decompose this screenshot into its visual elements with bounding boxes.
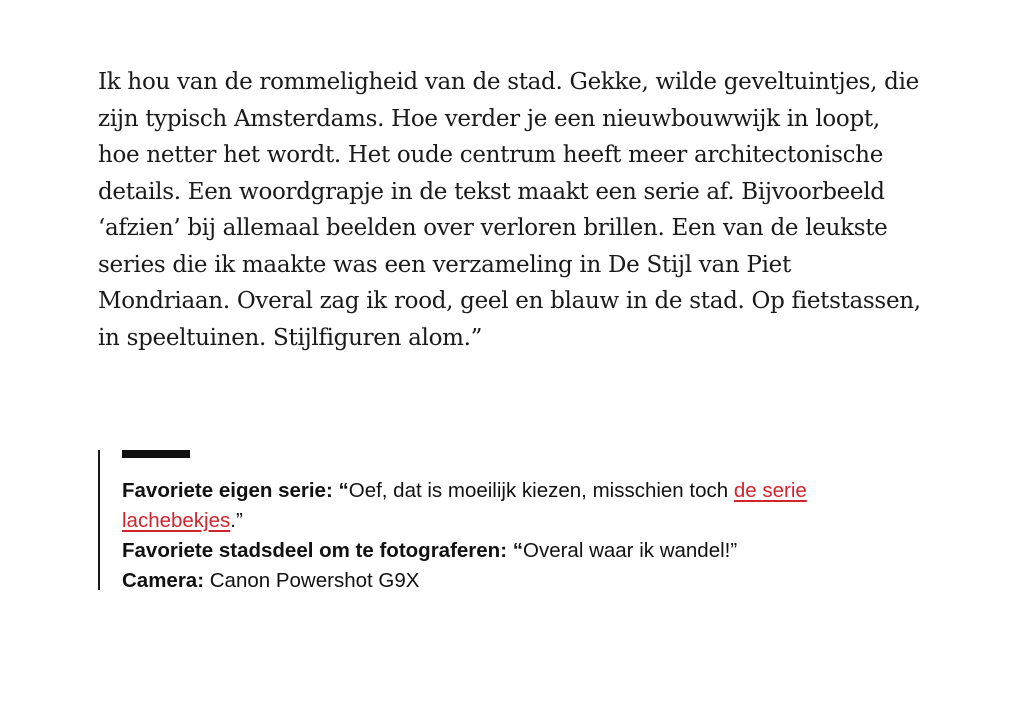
- info-box: [98, 450, 900, 590]
- favorite-district-label: Favoriete stadsdeel om te fotograferen:: [122, 539, 508, 562]
- article-body: [98, 64, 928, 356]
- series-lachebekjes-link[interactable]: de serie lachebekjes: [122, 479, 807, 532]
- camera-label: Camera:: [122, 569, 205, 592]
- favorite-district-text: Overal waar ik wandel!”: [523, 539, 738, 562]
- favorite-series-text: Oef, dat is moeilijk kiezen, misschien toch: [348, 479, 734, 502]
- info-box-content: [122, 476, 882, 596]
- favorite-district-open-quote: “: [512, 539, 523, 562]
- favorite-series-open-quote: “: [338, 479, 349, 502]
- camera-line: [122, 566, 882, 596]
- accent-bar: [122, 450, 190, 458]
- camera-text: Canon Powershot G9X: [209, 569, 420, 592]
- article-paragraph: Ik hou van de rommeligheid van de stad. Gekke, wilde geveltuintjes, die zijn typisch Amsterdams. Hoe verder je een nieuwbouwwijk in loopt, hoe netter het wordt. Het oude centrum heeft meer architectonische details. Een woordgrapje in de tekst maakt een serie af. Bijvoorbeeld ‘afzien’ bij allemaal beelden over verloren brillen. Een van de leukste series die ik maakte was een verzameling in De Stijl van Piet Mondriaan. Overal zag ik rood, geel en blauw in de stad. Op fietstassen, in speeltuinen. Stijlfiguren alom.”: [98, 69, 921, 351]
- favorite-district-line: [122, 536, 882, 566]
- favorite-series-label: Favoriete eigen serie:: [122, 479, 333, 502]
- favorite-series-line: [122, 476, 882, 536]
- favorite-series-text-end: .”: [230, 509, 243, 532]
